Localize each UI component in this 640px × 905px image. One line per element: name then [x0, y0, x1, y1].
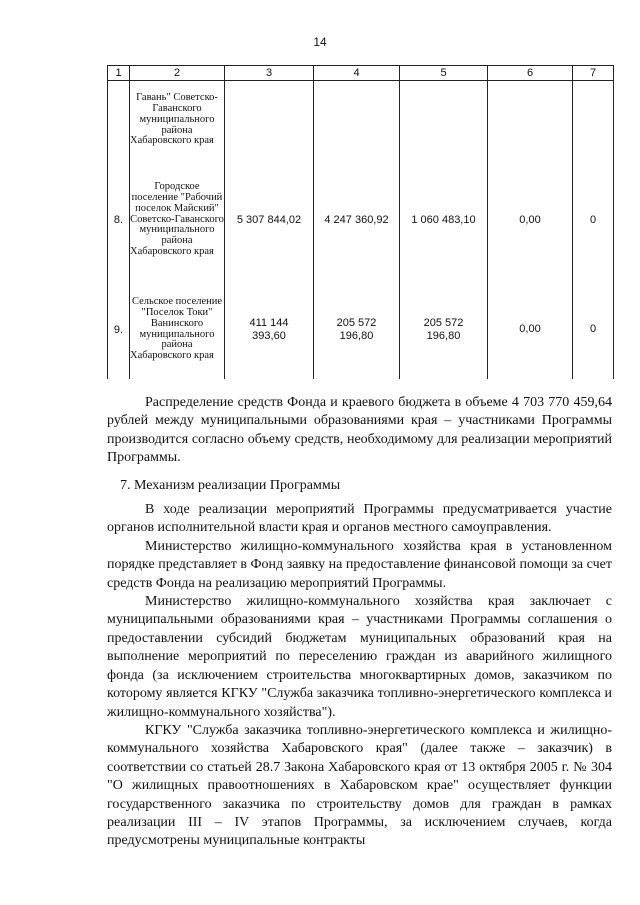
row-number: 9.	[108, 281, 130, 379]
section-heading: 7. Механизм реализации Программы	[120, 477, 341, 493]
table-row	[108, 160, 614, 281]
distribution-table	[107, 65, 614, 379]
fund-amount: 4 247 360,92	[314, 160, 400, 281]
paragraph: КГКУ "Служба заказчика топливно-энергетического комплекса и жилищно-коммунального хозяйства Хабаровского края" (далее также – заказчик) в соответствии со статьей 28.7 Закона Хабаровского края от 13 октября 2005 г. № 304 "О жилищных правоотношениях в Хабаровском крае" осуществляет функции государственного заказчика по строительству домов для граждан в рамках реализации III – IV этапов Программы, за исключением случаев, когда предусмотрены муниципальные контракты	[107, 722, 612, 849]
local-budget-amount: 0,00	[488, 160, 573, 281]
column-header: 2	[130, 66, 225, 81]
total-amount: 411 144 393,60	[225, 281, 314, 379]
municipality-name: Городское поселение "Рабочий поселок Майский" Советско-Гаванского муниципального района Хабаровского края	[130, 160, 225, 281]
local-budget-amount	[488, 81, 573, 160]
total-amount	[225, 81, 314, 160]
local-budget-amount: 0,00	[488, 281, 573, 379]
column-header: 7	[573, 66, 614, 81]
column-header: 1	[108, 66, 130, 81]
extra-budget-amount	[573, 81, 614, 160]
column-header: 6	[488, 66, 573, 81]
paragraph: В ходе реализации мероприятий Программы предусматривается участие органов исполнительной власти края и органов местного самоуправления.	[107, 502, 612, 536]
paragraph: Распределение средств Фонда и краевого бюджета в объеме 4 703 770 459,64 рублей между муниципальными образованиями края – участниками Программы производится согласно объему средств, необходимому для реализации мероприятий Программы.	[107, 395, 612, 466]
column-header: 4	[314, 66, 400, 81]
column-header: 5	[400, 66, 488, 81]
fund-amount	[314, 81, 400, 160]
extra-budget-amount: 0	[573, 160, 614, 281]
row-number: 8.	[108, 160, 130, 281]
municipality-name: Гавань" Советско-Гаванского муниципального района Хабаровского края	[130, 81, 225, 160]
regional-budget-amount: 205 572 196,80	[400, 281, 488, 379]
page-number: 14	[313, 35, 327, 49]
extra-budget-amount: 0	[573, 281, 614, 379]
column-header: 3	[225, 66, 314, 81]
municipality-name: Сельское поселение "Поселок Токи" Ванинского муниципального района Хабаровского края	[130, 281, 225, 379]
row-number	[108, 81, 130, 160]
paragraph: Министерство жилищно-коммунального хозяйства края заключает с муниципальными образованиями края – участниками Программы соглашения о предоставлении субсидий бюджетам муниципальных образований края на выполнение мероприятий по переселению граждан из аварийного жилищного фонда (за исключением строительства многоквартирных домов, заказчиком по которому является КГКУ "Служба заказчика топливно-энергетического комплекса и жилищно-коммунального хозяйства").	[107, 594, 612, 720]
table-row	[108, 81, 614, 160]
fund-amount: 205 572 196,80	[314, 281, 400, 379]
table-header-row	[108, 66, 614, 81]
table-row	[108, 281, 614, 379]
regional-budget-amount: 1 060 483,10	[400, 160, 488, 281]
regional-budget-amount	[400, 81, 488, 160]
total-amount: 5 307 844,02	[225, 160, 314, 281]
paragraph: Министерство жилищно-коммунального хозяйства края в установленном порядке представляет в Фонд заявку на предоставление финансовой помощи за счет средств Фонда на реализацию мероприятий Программы.	[107, 538, 612, 591]
body-text	[107, 394, 612, 851]
